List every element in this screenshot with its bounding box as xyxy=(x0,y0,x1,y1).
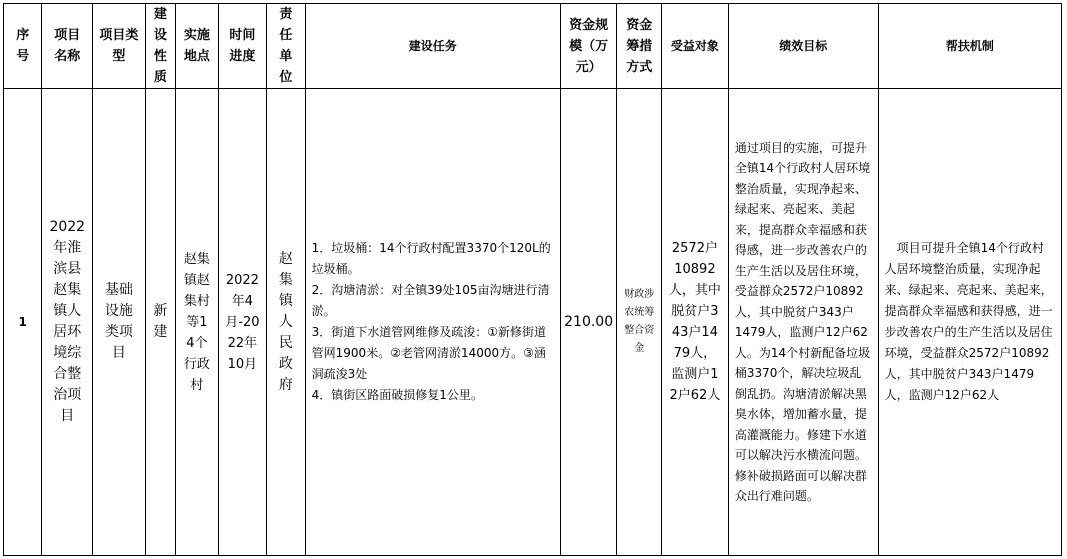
header-funding: 资金筹措方式 xyxy=(617,4,662,89)
header-seq: 序号 xyxy=(4,4,42,89)
cell-seq: 1 xyxy=(4,89,42,556)
header-type: 项目类型 xyxy=(93,4,146,89)
project-table xyxy=(3,3,1062,556)
table-row xyxy=(4,89,1062,556)
cell-scale: 210.00 xyxy=(560,89,617,556)
cell-beneficiary: 2572户10892人，其中脱贫户343户1479人，监测户12户62人 xyxy=(662,89,729,556)
header-name: 项目名称 xyxy=(42,4,93,89)
cell-tasks xyxy=(305,89,560,556)
header-scale: 资金规模（万元） xyxy=(560,4,617,89)
cell-unit: 赵集镇人民政府 xyxy=(267,89,305,556)
cell-goals: 通过项目的实施，可提升全镇14个行政村人居环境整治质量，实现净起来、绿起来、亮起来、美起来，提高群众幸福感和获得感，进一步改善农户的生产生活以及居住环境，受益群众2572户10892人，其中脱贫户343户1479人，监测户12户62人。为14个村新配备垃圾桶3370个，解决垃圾乱倒乱扔。沟塘清淤解决黑臭水体，增加蓄水量，提高灌溉能力。修建下水道可以解决污水横流问题。修补破损路面可以解决群众出行难问题。 xyxy=(728,89,878,556)
cell-schedule: 2022年4月-2022年10月 xyxy=(218,89,267,556)
task-item: 4．镇街区路面破损修复1公里。 xyxy=(311,388,483,402)
cell-location: 赵集镇赵集村等14个行政村 xyxy=(176,89,219,556)
cell-funding: 财政涉农统筹整合资金 xyxy=(617,89,662,556)
cell-name: 2022年淮滨县赵集镇人居环境综合整治项目 xyxy=(42,89,93,556)
cell-nature: 新建 xyxy=(145,89,175,556)
cell-mechanism: 项目可提升全镇14个行政村人居环境整治质量，实现净起来、绿起来、亮起来、美起来，提高群众幸福感和获得感，进一步改善农户的生产生活以及居住环境，受益群众2572户10892人，其中脱贫户343户1479人，监测户12户62人 xyxy=(878,89,1061,556)
header-row xyxy=(4,4,1062,89)
header-goals: 绩效目标 xyxy=(728,4,878,89)
task-item: 3．街道下水道管网维修及疏浚：①新修街道管网1900米。②老管网清淤14000方。③涵洞疏浚3处 xyxy=(311,325,547,381)
header-schedule: 时间进度 xyxy=(218,4,267,89)
header-mechanism: 帮扶机制 xyxy=(878,4,1061,89)
header-tasks: 建设任务 xyxy=(305,4,560,89)
header-unit: 责任单位 xyxy=(267,4,305,89)
header-nature: 建设性质 xyxy=(145,4,175,89)
task-item: 2．沟塘清淤：对全镇39处105亩沟塘进行清淤。 xyxy=(311,283,550,318)
header-location: 实施地点 xyxy=(176,4,219,89)
task-item: 1．垃圾桶：14个行政村配置3370个120L的垃圾桶。 xyxy=(311,241,551,276)
header-beneficiary: 受益对象 xyxy=(662,4,729,89)
cell-type: 基础设施类项目 xyxy=(93,89,146,556)
